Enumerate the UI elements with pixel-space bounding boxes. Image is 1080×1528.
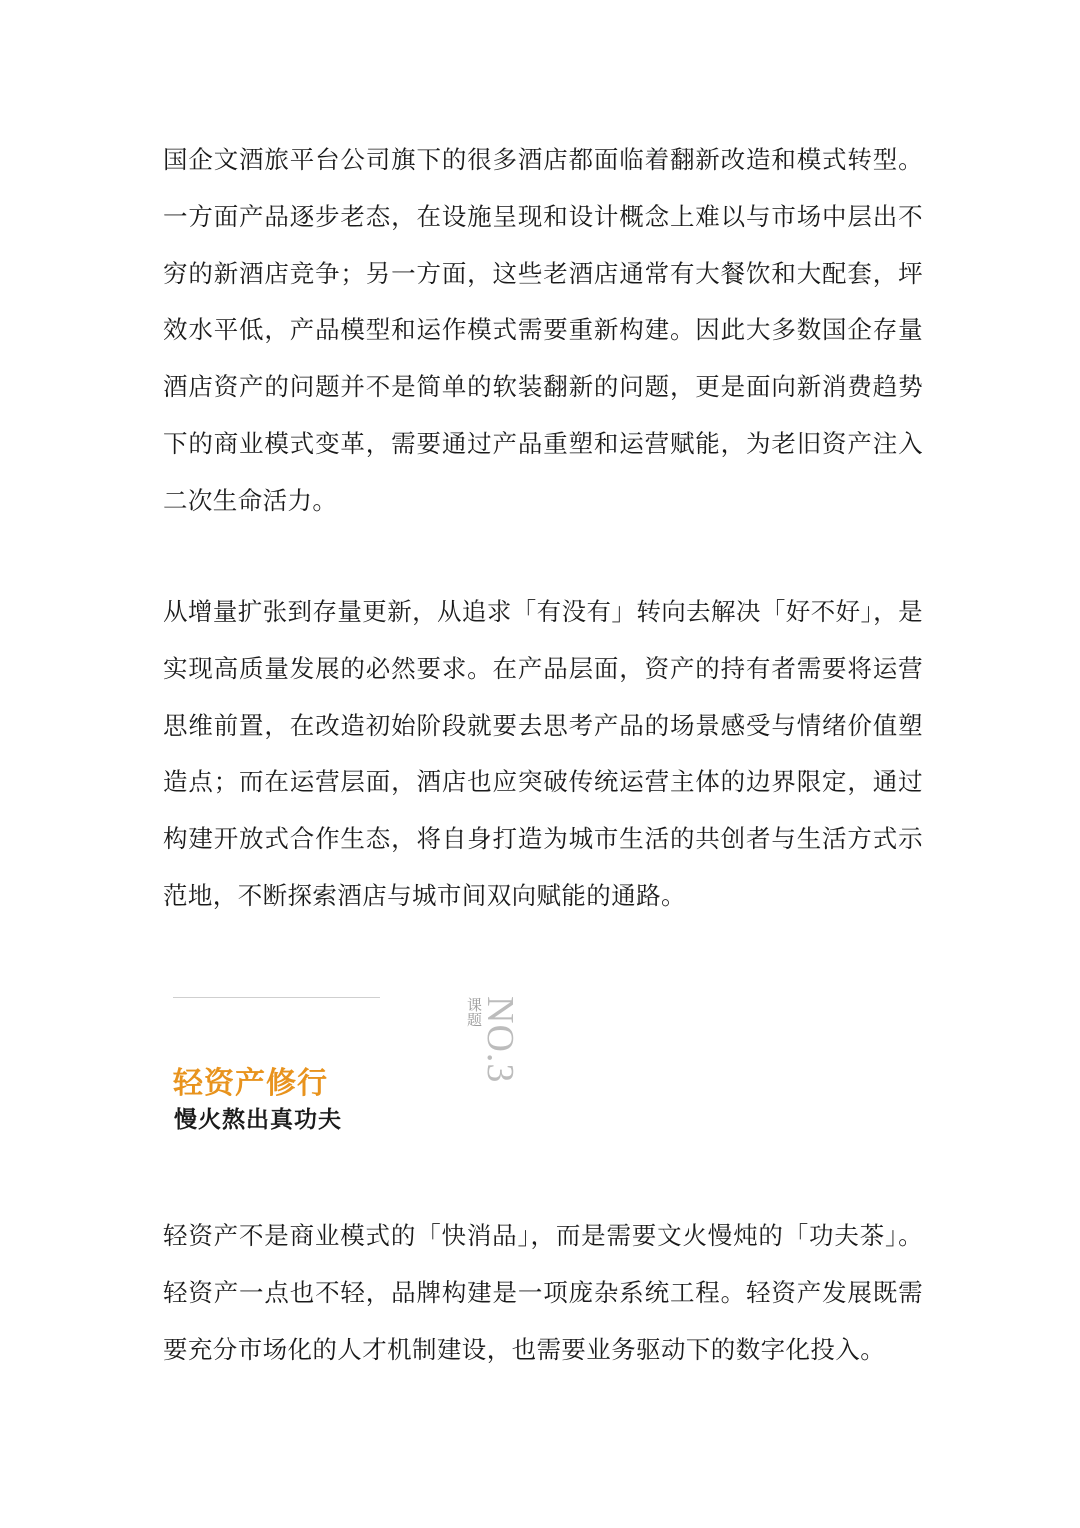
section-title: 轻资产修行	[173, 1066, 328, 1101]
section-divider	[173, 997, 380, 998]
body-paragraph-2: 从增量扩张到存量更新，从追求「有没有」转向去解决「好不好」，是实现高质量发展的必然要求。在产品层面，资产的持有者需要将运营思维前置，在改造初始阶段就要去思考产品的场景感受与情绪价值塑造点；而在运营层面，酒店也应突破传统运营主体的边界限定，通过构建开放式合作生态，将自身打造为城市生活的共创者与生活方式示范地，不断探索酒店与城市间双向赋能的通路。	[163, 597, 923, 910]
section-subtitle: 慢火熬出真功夫	[174, 1106, 342, 1133]
body-paragraph-3: 轻资产不是商业模式的「快消品」，而是需要文火慢炖的「功夫茶」。轻资产一点也不轻，品牌构建是一项庞杂系统工程。轻资产发展既需要充分市场化的人才机制建设，也需要业务驱动下的数字化投入。	[163, 1221, 923, 1364]
body-paragraph-1: 国企文酒旅平台公司旗下的很多酒店都面临着翻新改造和模式转型。一方面产品逐步老态，在设施呈现和设计概念上难以与市场中层出不穷的新酒店竞争；另一方面，这些老酒店通常有大餐饮和大配套，坪效水平低，产品模型和运作模式需要重新构建。因此大多数国企存量酒店资产的问题并不是简单的软装翻新的问题，更是面向新消费趋势下的商业模式变革，需要通过产品重塑和运营赋能，为老旧资产注入二次生命活力。	[163, 145, 923, 515]
section-label: 课题	[465, 997, 483, 1027]
section-number: NO.3	[479, 996, 521, 1084]
